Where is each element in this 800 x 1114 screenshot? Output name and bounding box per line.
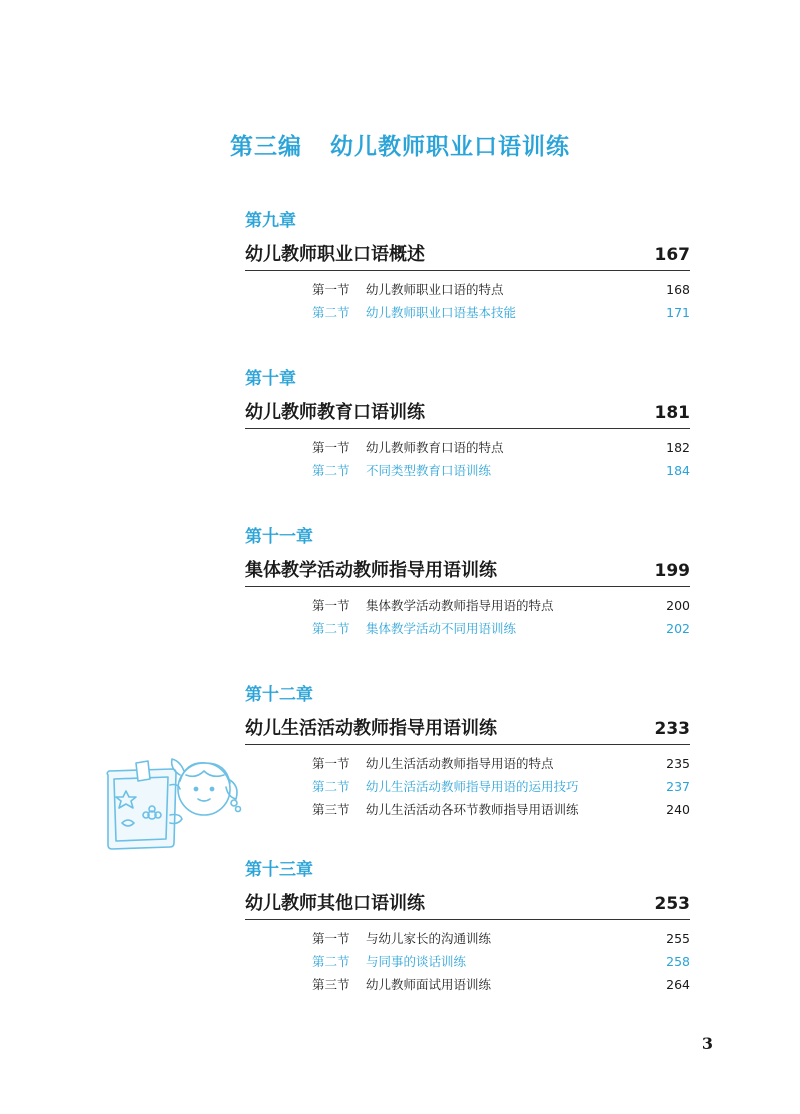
chapter-heading[interactable] xyxy=(245,240,690,271)
section-page: 200 xyxy=(666,598,690,613)
section-list xyxy=(245,752,690,821)
chapter-label: 第十二章 xyxy=(245,685,313,705)
toc-entry[interactable] xyxy=(245,798,690,821)
section-title: 幼儿教师职业口语基本技能 xyxy=(366,305,517,320)
section-number: 第一节 xyxy=(312,756,350,771)
section-number: 第二节 xyxy=(312,463,350,478)
chapter-title: 幼儿教师职业口语概述 xyxy=(245,244,425,265)
section-number: 第一节 xyxy=(312,440,350,455)
section-title: 幼儿生活活动教师指导用语的运用技巧 xyxy=(366,779,579,794)
toc-entry[interactable] xyxy=(245,973,690,996)
chapter-10 xyxy=(245,368,690,482)
chapter-11 xyxy=(245,526,690,640)
chapter-title: 集体教学活动教师指导用语训练 xyxy=(245,560,497,581)
section-number: 第一节 xyxy=(312,282,350,297)
chapter-12 xyxy=(245,684,690,821)
chapter-title: 幼儿教师其他口语训练 xyxy=(245,893,425,914)
section-number: 第三节 xyxy=(312,802,350,817)
section-page: 240 xyxy=(666,802,690,817)
section-page: 255 xyxy=(666,931,690,946)
chapter-label: 第十三章 xyxy=(245,860,313,880)
chapter-13 xyxy=(245,859,690,996)
chapter-9 xyxy=(245,210,690,324)
section-number: 第二节 xyxy=(312,779,350,794)
section-number: 第二节 xyxy=(312,621,350,636)
child-holding-drawing-icon xyxy=(100,745,250,865)
section-title: 集体教学活动不同用语训练 xyxy=(366,621,517,636)
section-title: 幼儿生活活动各环节教师指导用语训练 xyxy=(366,802,579,817)
part-number: 第三编 xyxy=(230,134,302,160)
toc-entry[interactable] xyxy=(245,278,690,301)
section-page: 184 xyxy=(666,463,690,478)
toc-entry[interactable] xyxy=(245,436,690,459)
section-title: 不同类型教育口语训练 xyxy=(366,463,492,478)
chapter-page: 253 xyxy=(654,894,690,914)
toc-entry[interactable] xyxy=(245,594,690,617)
section-title: 与幼儿家长的沟通训练 xyxy=(366,931,492,946)
chapter-title: 幼儿生活活动教师指导用语训练 xyxy=(245,718,497,739)
section-title: 与同事的谈话训练 xyxy=(366,954,467,969)
section-page: 235 xyxy=(666,756,690,771)
chapter-page: 199 xyxy=(654,561,690,581)
chapter-label: 第十章 xyxy=(245,369,296,389)
chapter-heading[interactable] xyxy=(245,556,690,587)
chapter-page: 233 xyxy=(654,719,690,739)
section-page: 171 xyxy=(666,305,690,320)
section-page: 168 xyxy=(666,282,690,297)
chapter-heading[interactable] xyxy=(245,398,690,429)
toc-entry[interactable] xyxy=(245,459,690,482)
section-title: 集体教学活动教师指导用语的特点 xyxy=(366,598,554,613)
chapter-page: 181 xyxy=(654,403,690,423)
section-list xyxy=(245,927,690,996)
section-title: 幼儿生活活动教师指导用语的特点 xyxy=(366,756,554,771)
chapter-heading[interactable] xyxy=(245,889,690,920)
section-title: 幼儿教师教育口语的特点 xyxy=(366,440,504,455)
section-list xyxy=(245,436,690,482)
toc-entry[interactable] xyxy=(245,950,690,973)
section-number: 第二节 xyxy=(312,954,350,969)
toc-entry[interactable] xyxy=(245,301,690,324)
toc-entry[interactable] xyxy=(245,752,690,775)
chapter-label: 第十一章 xyxy=(245,527,313,547)
section-number: 第二节 xyxy=(312,305,350,320)
section-list xyxy=(245,594,690,640)
section-number: 第一节 xyxy=(312,598,350,613)
toc-entry[interactable] xyxy=(245,617,690,640)
table-of-contents xyxy=(245,210,690,1040)
chapter-label: 第九章 xyxy=(245,211,296,231)
section-page: 258 xyxy=(666,954,690,969)
page-number: 3 xyxy=(701,1034,713,1053)
section-page: 237 xyxy=(666,779,690,794)
section-page: 182 xyxy=(666,440,690,455)
section-number: 第三节 xyxy=(312,977,350,992)
page-title xyxy=(0,128,800,161)
toc-entry[interactable] xyxy=(245,927,690,950)
section-list xyxy=(245,278,690,324)
chapter-title: 幼儿教师教育口语训练 xyxy=(245,402,425,423)
section-title: 幼儿教师面试用语训练 xyxy=(366,977,492,992)
section-title: 幼儿教师职业口语的特点 xyxy=(366,282,504,297)
chapter-page: 167 xyxy=(654,245,690,265)
section-page: 264 xyxy=(666,977,690,992)
part-name: 幼儿教师职业口语训练 xyxy=(330,134,570,160)
section-page: 202 xyxy=(666,621,690,636)
toc-entry[interactable] xyxy=(245,775,690,798)
chapter-heading[interactable] xyxy=(245,714,690,745)
section-number: 第一节 xyxy=(312,931,350,946)
